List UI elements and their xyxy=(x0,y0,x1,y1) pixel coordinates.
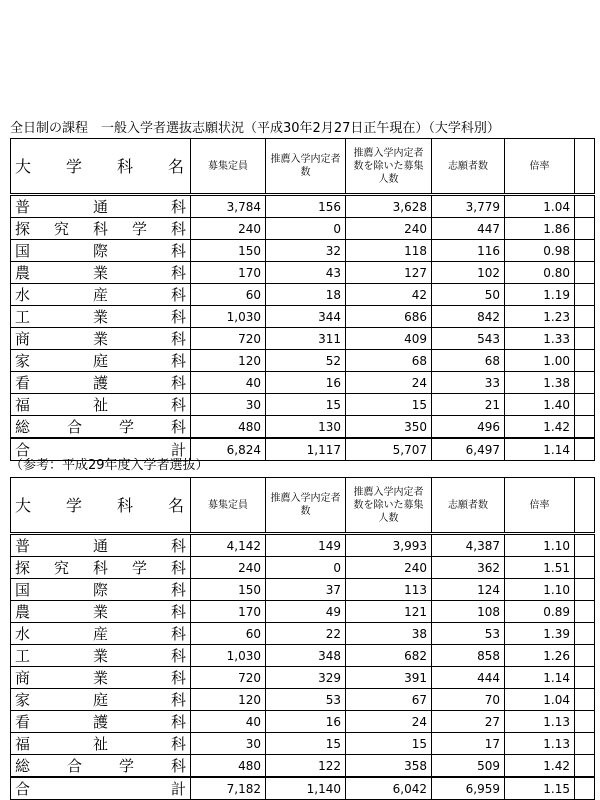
applicants-cell: 858 xyxy=(432,645,505,667)
name-char: 合 xyxy=(15,780,31,798)
category-name xyxy=(11,262,191,284)
category-name xyxy=(11,284,191,306)
name-char: 農 xyxy=(15,264,31,282)
applicants-header: 志願者数 xyxy=(432,139,505,195)
name-char: 学 xyxy=(65,495,82,515)
category-name xyxy=(11,689,191,711)
ratio-cell: 1.23 xyxy=(505,306,575,328)
table-row xyxy=(11,372,595,394)
table-row xyxy=(11,689,595,711)
extra-cell xyxy=(575,755,595,778)
ratio-cell: 1.15 xyxy=(505,777,575,800)
remaining-cell: 391 xyxy=(346,667,432,689)
recommended-cell: 1,140 xyxy=(266,777,346,800)
category-name xyxy=(11,328,191,350)
name-char: 際 xyxy=(92,242,108,260)
remaining-cell: 350 xyxy=(346,416,432,439)
remaining-header: 推薦入学内定者数を除いた募集人数 xyxy=(346,478,432,534)
quota-cell: 1,030 xyxy=(191,306,266,328)
name-char: 学 xyxy=(65,156,82,176)
recommended-cell: 149 xyxy=(266,534,346,557)
name-char: 福 xyxy=(15,396,31,414)
category-name xyxy=(11,306,191,328)
name-char: 探 xyxy=(15,220,31,238)
name-char: 合 xyxy=(66,418,82,436)
recommended-header: 推薦入学内定者数 xyxy=(266,478,346,534)
name-char: 護 xyxy=(92,713,108,731)
category-name xyxy=(11,667,191,689)
ratio-cell: 1.39 xyxy=(505,623,575,645)
name-char: 普 xyxy=(15,537,31,555)
ratio-header: 倍率 xyxy=(505,478,575,534)
remaining-cell: 6,042 xyxy=(346,777,432,800)
extra-cell xyxy=(575,645,595,667)
table-row xyxy=(11,416,595,439)
extra-cell xyxy=(575,306,595,328)
ratio-cell: 0.98 xyxy=(505,240,575,262)
recommended-cell: 15 xyxy=(266,733,346,755)
applicants-cell: 116 xyxy=(432,240,505,262)
applicants-cell: 124 xyxy=(432,579,505,601)
name-char: 科 xyxy=(170,603,186,621)
remaining-cell: 3,993 xyxy=(346,534,432,557)
name-char: 商 xyxy=(15,669,31,687)
name-char: 普 xyxy=(15,198,31,216)
name-char: 名 xyxy=(167,495,184,515)
quota-cell: 170 xyxy=(191,262,266,284)
quota-cell: 240 xyxy=(191,218,266,240)
name-char: 際 xyxy=(92,581,108,599)
applicants-cell: 68 xyxy=(432,350,505,372)
ratio-cell: 1.13 xyxy=(505,733,575,755)
extra-cell xyxy=(575,240,595,262)
category-name xyxy=(11,195,191,218)
name-char: 祉 xyxy=(92,735,108,753)
applicants-cell: 362 xyxy=(432,557,505,579)
table-row xyxy=(11,534,595,557)
recommended-cell: 130 xyxy=(266,416,346,439)
recommended-cell: 0 xyxy=(266,218,346,240)
applicants-cell: 444 xyxy=(432,667,505,689)
ratio-cell: 1.04 xyxy=(505,689,575,711)
recommended-cell: 37 xyxy=(266,579,346,601)
quota-cell: 120 xyxy=(191,350,266,372)
remaining-cell: 118 xyxy=(346,240,432,262)
applicants-cell: 33 xyxy=(432,372,505,394)
extra-cell xyxy=(575,711,595,733)
quota-cell: 1,030 xyxy=(191,645,266,667)
name-char: 護 xyxy=(92,374,108,392)
name-char: 水 xyxy=(15,625,31,643)
name-char: 国 xyxy=(15,242,31,260)
quota-header: 募集定員 xyxy=(191,139,266,195)
remaining-cell: 121 xyxy=(346,601,432,623)
remaining-cell: 113 xyxy=(346,579,432,601)
table-row xyxy=(11,306,595,328)
recommended-cell: 344 xyxy=(266,306,346,328)
name-char: 通 xyxy=(92,198,108,216)
name-char: 科 xyxy=(170,242,186,260)
name-char: 科 xyxy=(170,352,186,370)
name-char: 国 xyxy=(15,581,31,599)
name-char: 科 xyxy=(116,156,133,176)
quota-cell: 4,142 xyxy=(191,534,266,557)
extra-cell xyxy=(575,416,595,439)
name-char: 学 xyxy=(118,418,134,436)
quota-cell: 40 xyxy=(191,711,266,733)
applicants-cell: 4,387 xyxy=(432,534,505,557)
name-char: 科 xyxy=(170,220,186,238)
recommended-cell: 49 xyxy=(266,601,346,623)
remaining-cell: 38 xyxy=(346,623,432,645)
quota-cell: 720 xyxy=(191,667,266,689)
remaining-cell: 3,628 xyxy=(346,195,432,218)
name-char: 家 xyxy=(15,352,31,370)
category-name xyxy=(11,372,191,394)
recommended-cell: 43 xyxy=(266,262,346,284)
quota-cell: 480 xyxy=(191,416,266,439)
quota-cell: 170 xyxy=(191,601,266,623)
remaining-cell: 127 xyxy=(346,262,432,284)
remaining-cell: 15 xyxy=(346,733,432,755)
name-char: 水 xyxy=(15,286,31,304)
ratio-cell: 1.40 xyxy=(505,394,575,416)
recommended-cell: 18 xyxy=(266,284,346,306)
table-header-row xyxy=(11,478,595,534)
name-char: 業 xyxy=(92,603,108,621)
table-row xyxy=(11,284,595,306)
recommended-cell: 16 xyxy=(266,711,346,733)
name-char: 総 xyxy=(15,757,31,775)
name-char: 産 xyxy=(92,286,108,304)
name-char: 看 xyxy=(15,713,31,731)
table-row xyxy=(11,579,595,601)
category-name xyxy=(11,416,191,439)
ratio-header: 倍率 xyxy=(505,139,575,195)
name-char: 業 xyxy=(92,308,108,326)
applicants-cell: 27 xyxy=(432,711,505,733)
applicants-cell: 447 xyxy=(432,218,505,240)
ratio-cell: 1.10 xyxy=(505,534,575,557)
category-name xyxy=(11,601,191,623)
name-char: 科 xyxy=(170,537,186,555)
extra-cell xyxy=(575,350,595,372)
category-name xyxy=(11,557,191,579)
name-char: 科 xyxy=(92,220,108,238)
table-row xyxy=(11,262,595,284)
name-char: 合 xyxy=(15,441,31,459)
name-char: 科 xyxy=(170,198,186,216)
name-char: 計 xyxy=(170,441,186,459)
extra-cell xyxy=(575,534,595,557)
quota-cell: 480 xyxy=(191,755,266,778)
remaining-cell: 686 xyxy=(346,306,432,328)
quota-cell: 720 xyxy=(191,328,266,350)
quota-cell: 240 xyxy=(191,557,266,579)
extra-cell xyxy=(575,218,595,240)
applicants-cell: 496 xyxy=(432,416,505,439)
name-char: 学 xyxy=(131,220,147,238)
name-char: 庭 xyxy=(92,691,108,709)
applicants-cell: 6,959 xyxy=(432,777,505,800)
recommended-cell: 329 xyxy=(266,667,346,689)
name-char: 科 xyxy=(170,308,186,326)
name-char: 名 xyxy=(167,156,184,176)
table-row xyxy=(11,755,595,778)
table-row xyxy=(11,350,595,372)
previous-caption: （参考：平成29年度入学者選抜） xyxy=(10,458,209,473)
name-char: 大 xyxy=(15,156,32,176)
recommended-cell: 53 xyxy=(266,689,346,711)
applicants-cell: 842 xyxy=(432,306,505,328)
extra-cell xyxy=(575,438,595,461)
extra-cell xyxy=(575,262,595,284)
quota-cell: 60 xyxy=(191,284,266,306)
category-name xyxy=(11,579,191,601)
name-char: 大 xyxy=(15,495,32,515)
table-header-row xyxy=(11,139,595,195)
name-char: 科 xyxy=(92,559,108,577)
remaining-header: 推薦入学内定者数を除いた募集人数 xyxy=(346,139,432,195)
name-char: 科 xyxy=(170,757,186,775)
name-char: 庭 xyxy=(92,352,108,370)
category-name xyxy=(11,755,191,778)
category-name xyxy=(11,534,191,557)
recommended-cell: 15 xyxy=(266,394,346,416)
name-char: 科 xyxy=(170,418,186,436)
applicants-cell: 543 xyxy=(432,328,505,350)
table-row xyxy=(11,623,595,645)
category-name xyxy=(11,394,191,416)
name-char: 業 xyxy=(92,669,108,687)
table-row xyxy=(11,733,595,755)
name-char: 究 xyxy=(53,220,69,238)
recommended-cell: 156 xyxy=(266,195,346,218)
recommended-cell: 348 xyxy=(266,645,346,667)
current-caption: 全日制の課程 一般入学者選抜志願状況（平成30年2月27日正午現在）（大学科別） xyxy=(10,121,500,136)
extra-cell xyxy=(575,579,595,601)
applicants-cell: 17 xyxy=(432,733,505,755)
category-header xyxy=(11,478,191,534)
name-char: 科 xyxy=(170,396,186,414)
name-char: 科 xyxy=(170,669,186,687)
name-char: 科 xyxy=(170,735,186,753)
name-char: 業 xyxy=(92,330,108,348)
previous-applications-table xyxy=(10,477,595,800)
quota-cell: 6,824 xyxy=(191,438,266,461)
extra-header xyxy=(575,478,595,534)
recommended-cell: 0 xyxy=(266,557,346,579)
applicants-cell: 53 xyxy=(432,623,505,645)
quota-cell: 30 xyxy=(191,733,266,755)
recommended-cell: 122 xyxy=(266,755,346,778)
name-char: 科 xyxy=(170,581,186,599)
extra-cell xyxy=(575,195,595,218)
remaining-cell: 24 xyxy=(346,372,432,394)
remaining-cell: 240 xyxy=(346,218,432,240)
name-char: 究 xyxy=(53,559,69,577)
table-row xyxy=(11,394,595,416)
ratio-cell: 1.33 xyxy=(505,328,575,350)
name-char: 祉 xyxy=(92,396,108,414)
ratio-cell: 1.51 xyxy=(505,557,575,579)
remaining-cell: 240 xyxy=(346,557,432,579)
extra-cell xyxy=(575,601,595,623)
applicants-cell: 3,779 xyxy=(432,195,505,218)
applicants-cell: 108 xyxy=(432,601,505,623)
quota-cell: 60 xyxy=(191,623,266,645)
name-char: 通 xyxy=(92,537,108,555)
name-char: 商 xyxy=(15,330,31,348)
ratio-cell: 1.38 xyxy=(505,372,575,394)
ratio-cell: 1.19 xyxy=(505,284,575,306)
name-char: 科 xyxy=(170,264,186,282)
name-char: 工 xyxy=(15,308,31,326)
ratio-cell: 1.14 xyxy=(505,438,575,461)
name-char: 科 xyxy=(170,625,186,643)
extra-cell xyxy=(575,284,595,306)
name-char: 科 xyxy=(116,495,133,515)
name-char: 合 xyxy=(66,757,82,775)
quota-cell: 150 xyxy=(191,579,266,601)
table-row xyxy=(11,645,595,667)
name-char: 計 xyxy=(170,780,186,798)
name-char: 産 xyxy=(92,625,108,643)
ratio-cell: 0.89 xyxy=(505,601,575,623)
quota-cell: 120 xyxy=(191,689,266,711)
remaining-cell: 68 xyxy=(346,350,432,372)
total-row xyxy=(11,777,595,800)
name-char: 科 xyxy=(170,330,186,348)
recommended-cell: 16 xyxy=(266,372,346,394)
category-name xyxy=(11,733,191,755)
extra-cell xyxy=(575,689,595,711)
name-char: 科 xyxy=(170,374,186,392)
name-char: 科 xyxy=(170,559,186,577)
remaining-cell: 682 xyxy=(346,645,432,667)
recommended-cell: 22 xyxy=(266,623,346,645)
name-char: 科 xyxy=(170,691,186,709)
applicants-cell: 6,497 xyxy=(432,438,505,461)
name-char: 福 xyxy=(15,735,31,753)
remaining-cell: 24 xyxy=(346,711,432,733)
quota-cell: 7,182 xyxy=(191,777,266,800)
name-char: 科 xyxy=(170,713,186,731)
category-name xyxy=(11,645,191,667)
table-row xyxy=(11,240,595,262)
extra-cell xyxy=(575,667,595,689)
quota-cell: 150 xyxy=(191,240,266,262)
name-char: 業 xyxy=(92,647,108,665)
category-name xyxy=(11,350,191,372)
recommended-cell: 32 xyxy=(266,240,346,262)
ratio-cell: 1.42 xyxy=(505,755,575,778)
category-name xyxy=(11,240,191,262)
extra-cell xyxy=(575,372,595,394)
name-char: 総 xyxy=(15,418,31,436)
ratio-cell: 0.80 xyxy=(505,262,575,284)
remaining-cell: 15 xyxy=(346,394,432,416)
name-char: 工 xyxy=(15,647,31,665)
table-row xyxy=(11,195,595,218)
category-name xyxy=(11,623,191,645)
remaining-cell: 5,707 xyxy=(346,438,432,461)
quota-cell: 40 xyxy=(191,372,266,394)
remaining-cell: 358 xyxy=(346,755,432,778)
table-row xyxy=(11,601,595,623)
current-applications-table xyxy=(10,138,595,461)
category-name xyxy=(11,777,191,800)
recommended-cell: 311 xyxy=(266,328,346,350)
name-char: 看 xyxy=(15,374,31,392)
remaining-cell: 67 xyxy=(346,689,432,711)
extra-cell xyxy=(575,328,595,350)
ratio-cell: 1.42 xyxy=(505,416,575,439)
applicants-cell: 102 xyxy=(432,262,505,284)
recommended-cell: 52 xyxy=(266,350,346,372)
ratio-cell: 1.26 xyxy=(505,645,575,667)
ratio-cell: 1.00 xyxy=(505,350,575,372)
extra-cell xyxy=(575,777,595,800)
ratio-cell: 1.86 xyxy=(505,218,575,240)
name-char: 業 xyxy=(92,264,108,282)
extra-cell xyxy=(575,557,595,579)
extra-cell xyxy=(575,394,595,416)
name-char: 科 xyxy=(170,647,186,665)
recommended-cell: 1,117 xyxy=(266,438,346,461)
name-char: 探 xyxy=(15,559,31,577)
quota-header: 募集定員 xyxy=(191,478,266,534)
extra-cell xyxy=(575,623,595,645)
name-char: 農 xyxy=(15,603,31,621)
category-header xyxy=(11,139,191,195)
name-char: 学 xyxy=(118,757,134,775)
ratio-cell: 1.13 xyxy=(505,711,575,733)
name-char: 科 xyxy=(170,286,186,304)
table-row xyxy=(11,667,595,689)
quota-cell: 3,784 xyxy=(191,195,266,218)
ratio-cell: 1.10 xyxy=(505,579,575,601)
recommended-header: 推薦入学内定者数 xyxy=(266,139,346,195)
category-name xyxy=(11,711,191,733)
name-char: 家 xyxy=(15,691,31,709)
ratio-cell: 1.14 xyxy=(505,667,575,689)
extra-header xyxy=(575,139,595,195)
category-name xyxy=(11,218,191,240)
applicants-cell: 50 xyxy=(432,284,505,306)
applicants-cell: 509 xyxy=(432,755,505,778)
ratio-cell: 1.04 xyxy=(505,195,575,218)
remaining-cell: 42 xyxy=(346,284,432,306)
applicants-cell: 70 xyxy=(432,689,505,711)
table-row xyxy=(11,557,595,579)
quota-cell: 30 xyxy=(191,394,266,416)
remaining-cell: 409 xyxy=(346,328,432,350)
table-row xyxy=(11,711,595,733)
table-row xyxy=(11,328,595,350)
applicants-cell: 21 xyxy=(432,394,505,416)
extra-cell xyxy=(575,733,595,755)
applicants-header: 志願者数 xyxy=(432,478,505,534)
name-char: 学 xyxy=(131,559,147,577)
table-row xyxy=(11,218,595,240)
